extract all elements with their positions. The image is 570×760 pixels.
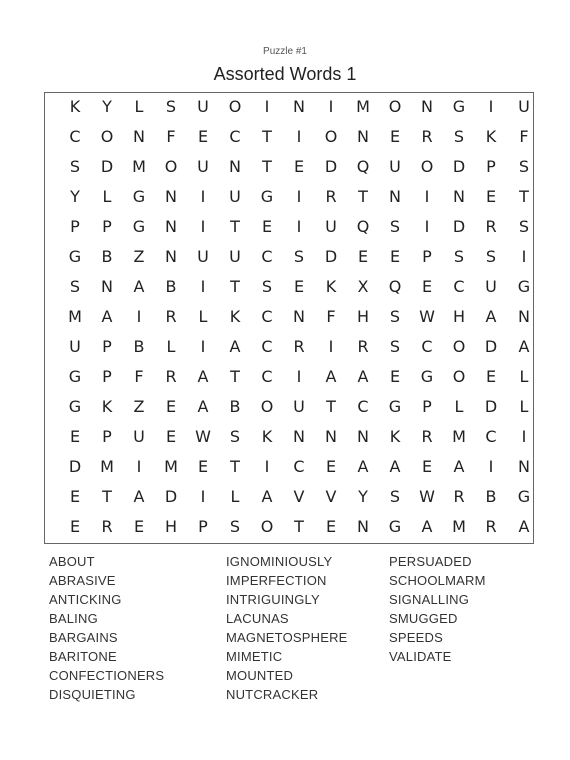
grid-letter: Y xyxy=(70,187,80,206)
grid-letter: Z xyxy=(133,397,145,416)
grid-letter: I xyxy=(264,457,270,476)
grid-letter: T xyxy=(294,517,304,536)
grid-letter: K xyxy=(325,277,337,296)
grid-letter: N xyxy=(357,427,369,446)
grid-row xyxy=(45,302,533,332)
grid-letter: S xyxy=(165,97,177,116)
grid-letter: S xyxy=(518,157,530,176)
grid-letter: R xyxy=(325,187,337,206)
grid-letter: G xyxy=(420,367,434,386)
grid-letter: L xyxy=(230,487,240,506)
grid-letter: S xyxy=(261,277,273,296)
grid-letter: E xyxy=(69,487,81,506)
grid-letter: P xyxy=(102,367,112,386)
grid-letter: P xyxy=(102,217,112,236)
grid-letter: U xyxy=(229,247,241,266)
grid-letter: D xyxy=(324,247,338,266)
grid-letter: C xyxy=(421,337,433,356)
grid-letter: S xyxy=(453,247,465,266)
word-list-column-2 xyxy=(226,552,348,704)
grid-letter: S xyxy=(389,217,401,236)
grid-letter: T xyxy=(230,457,240,476)
grid-letter: M xyxy=(100,457,114,476)
grid-letter: I xyxy=(200,217,206,236)
letter-grid xyxy=(44,92,534,544)
grid-letter: F xyxy=(326,307,336,326)
grid-letter: S xyxy=(485,247,497,266)
word-list-item: MIMETIC xyxy=(226,649,283,664)
grid-letter: C xyxy=(69,127,81,146)
word-list-item: CONFECTIONERS xyxy=(49,668,165,683)
word-list-column-3 xyxy=(389,552,486,666)
grid-letter: I xyxy=(488,97,494,116)
grid-letter: O xyxy=(260,397,274,416)
grid-letter: N xyxy=(453,187,465,206)
grid-row xyxy=(45,92,533,122)
grid-letter: V xyxy=(325,487,337,506)
grid-letter: Q xyxy=(388,277,402,296)
grid-letter: E xyxy=(69,517,81,536)
grid-letter: I xyxy=(328,337,334,356)
grid-letter: S xyxy=(69,277,81,296)
grid-letter: G xyxy=(68,367,82,386)
grid-letter: B xyxy=(133,337,145,356)
grid-letter: M xyxy=(452,427,466,446)
puzzle-number: Puzzle #1 xyxy=(263,46,307,57)
grid-letter: E xyxy=(261,217,273,236)
grid-letter: T xyxy=(262,157,272,176)
grid-letter: O xyxy=(324,127,338,146)
grid-letter: I xyxy=(521,247,527,266)
grid-letter: G xyxy=(388,397,402,416)
grid-letter: A xyxy=(357,457,369,476)
grid-letter: P xyxy=(198,517,208,536)
grid-letter: I xyxy=(264,97,270,116)
grid-letter: H xyxy=(356,307,370,326)
grid-letter: R xyxy=(421,427,433,446)
word-list-item: SMUGGED xyxy=(389,611,458,626)
grid-letter: U xyxy=(293,397,305,416)
grid-letter: W xyxy=(419,307,435,326)
grid-letter: E xyxy=(165,427,177,446)
grid-letter: I xyxy=(424,187,430,206)
grid-letter: A xyxy=(518,337,530,356)
grid-letter: D xyxy=(164,487,178,506)
grid-letter: O xyxy=(260,517,274,536)
grid-letter: R xyxy=(485,217,497,236)
grid-letter: L xyxy=(454,397,464,416)
grid-letter: I xyxy=(521,427,527,446)
word-list-item: ANTICKING xyxy=(49,592,122,607)
grid-letter: T xyxy=(102,487,112,506)
grid-letter: E xyxy=(197,457,209,476)
grid-letter: I xyxy=(488,457,494,476)
grid-letter: N xyxy=(325,427,337,446)
grid-letter: P xyxy=(486,157,496,176)
grid-letter: S xyxy=(389,307,401,326)
grid-letter: R xyxy=(293,337,305,356)
grid-letter: O xyxy=(228,97,242,116)
grid-letter: N xyxy=(165,187,177,206)
grid-letter: G xyxy=(68,247,82,266)
grid-row xyxy=(45,392,533,422)
word-list-item: SCHOOLMARM xyxy=(389,573,486,588)
grid-letter: N xyxy=(421,97,433,116)
grid-letter: K xyxy=(101,397,113,416)
grid-letter: E xyxy=(389,367,401,386)
grid-letter: S xyxy=(69,157,81,176)
grid-letter: E xyxy=(293,277,305,296)
grid-letter: G xyxy=(260,187,274,206)
grid-letter: A xyxy=(421,517,433,536)
grid-letter: I xyxy=(296,127,302,146)
grid-letter: E xyxy=(325,457,337,476)
grid-letter: K xyxy=(69,97,81,116)
grid-letter: D xyxy=(452,217,466,236)
grid-letter: E xyxy=(357,247,369,266)
grid-row xyxy=(45,242,533,272)
grid-letter: K xyxy=(389,427,401,446)
grid-letter: L xyxy=(519,397,529,416)
grid-letter: U xyxy=(485,277,497,296)
grid-letter: R xyxy=(101,517,113,536)
grid-letter: E xyxy=(389,247,401,266)
grid-letter: A xyxy=(453,457,465,476)
grid-letter: E xyxy=(165,397,177,416)
grid-letter: C xyxy=(293,457,305,476)
word-list-item: MOUNTED xyxy=(226,668,294,683)
grid-letter: L xyxy=(166,337,176,356)
grid-letter: U xyxy=(518,97,530,116)
grid-letter: E xyxy=(69,427,81,446)
grid-letter: T xyxy=(262,127,272,146)
grid-letter: N xyxy=(518,457,530,476)
grid-letter: N xyxy=(165,247,177,266)
word-list-item: LACUNAS xyxy=(226,611,289,626)
grid-letter: O xyxy=(388,97,402,116)
grid-letter: M xyxy=(68,307,82,326)
grid-letter: O xyxy=(420,157,434,176)
grid-letter: U xyxy=(325,217,337,236)
grid-letter: C xyxy=(261,367,273,386)
grid-letter: E xyxy=(197,127,209,146)
grid-letter: A xyxy=(229,337,241,356)
word-list-item: VALIDATE xyxy=(389,649,452,664)
grid-letter: N xyxy=(165,217,177,236)
grid-letter: H xyxy=(452,307,466,326)
grid-letter: N xyxy=(357,127,369,146)
grid-letter: G xyxy=(452,97,466,116)
grid-letter: A xyxy=(485,307,497,326)
word-list-item: DISQUIETING xyxy=(49,687,136,702)
grid-letter: I xyxy=(328,97,334,116)
grid-letter: D xyxy=(68,457,82,476)
grid-letter: F xyxy=(134,367,144,386)
grid-letter: K xyxy=(229,307,241,326)
grid-letter: S xyxy=(229,427,241,446)
grid-letter: W xyxy=(195,427,211,446)
word-list-item: INTRIGUINGLY xyxy=(226,592,320,607)
grid-letter: Q xyxy=(356,217,370,236)
grid-letter: U xyxy=(229,187,241,206)
grid-letter: P xyxy=(70,217,80,236)
grid-letter: I xyxy=(296,367,302,386)
grid-letter: N xyxy=(229,157,241,176)
grid-letter: S xyxy=(389,337,401,356)
grid-letter: U xyxy=(69,337,81,356)
grid-letter: L xyxy=(198,307,208,326)
grid-letter: R xyxy=(165,307,177,326)
grid-letter: N xyxy=(293,427,305,446)
grid-letter: P xyxy=(102,337,112,356)
grid-letter: B xyxy=(485,487,497,506)
grid-letter: T xyxy=(519,187,529,206)
word-list-item: IGNOMINIOUSLY xyxy=(226,554,333,569)
grid-letter: Y xyxy=(358,487,368,506)
grid-letter: N xyxy=(101,277,113,296)
grid-row xyxy=(45,182,533,212)
grid-letter: C xyxy=(261,337,273,356)
grid-letter: A xyxy=(357,367,369,386)
grid-letter: D xyxy=(452,157,466,176)
grid-letter: Z xyxy=(133,247,145,266)
grid-letter: G xyxy=(68,397,82,416)
grid-letter: L xyxy=(519,367,529,386)
grid-letter: I xyxy=(200,487,206,506)
grid-letter: A xyxy=(101,307,113,326)
word-list-item: SPEEDS xyxy=(389,630,443,645)
grid-letter: W xyxy=(419,487,435,506)
word-list-item: NUTCRACKER xyxy=(226,687,319,702)
grid-letter: E xyxy=(389,127,401,146)
grid-letter: M xyxy=(452,517,466,536)
grid-letter: O xyxy=(164,157,178,176)
grid-row xyxy=(45,452,533,482)
word-list-item: SIGNALLING xyxy=(389,592,470,607)
grid-row xyxy=(45,422,533,452)
grid-letter: T xyxy=(326,397,336,416)
grid-row xyxy=(45,212,533,242)
grid-letter: R xyxy=(357,337,369,356)
grid-letter: A xyxy=(325,367,337,386)
grid-letter: U xyxy=(197,97,209,116)
word-list-item: MAGNETOSPHERE xyxy=(226,630,348,645)
grid-letter: I xyxy=(200,337,206,356)
grid-row xyxy=(45,272,533,302)
grid-letter: U xyxy=(197,157,209,176)
grid-letter: D xyxy=(324,157,338,176)
grid-row xyxy=(45,122,533,152)
grid-letter: O xyxy=(452,367,466,386)
grid-letter: B xyxy=(229,397,241,416)
word-list-item: PERSUADED xyxy=(389,554,472,569)
grid-letter: N xyxy=(293,307,305,326)
grid-letter: C xyxy=(485,427,497,446)
grid-letter: E xyxy=(485,367,497,386)
grid-letter: C xyxy=(357,397,369,416)
grid-letter: T xyxy=(230,217,240,236)
grid-letter: S xyxy=(453,127,465,146)
grid-letter: B xyxy=(165,277,177,296)
grid-letter: D xyxy=(484,337,498,356)
word-list-item: ABRASIVE xyxy=(49,573,116,588)
grid-letter: R xyxy=(485,517,497,536)
grid-letter: N xyxy=(357,517,369,536)
grid-letter: I xyxy=(200,187,206,206)
grid-letter: I xyxy=(136,457,142,476)
grid-row xyxy=(45,332,533,362)
grid-letter: C xyxy=(261,307,273,326)
grid-letter: X xyxy=(357,277,369,296)
grid-letter: S xyxy=(389,487,401,506)
grid-letter: R xyxy=(165,367,177,386)
grid-letter: D xyxy=(100,157,114,176)
grid-letter: Q xyxy=(356,157,370,176)
grid-letter: S xyxy=(518,217,530,236)
grid-letter: E xyxy=(485,187,497,206)
grid-letter: D xyxy=(484,397,498,416)
grid-letter: F xyxy=(519,127,529,146)
word-list-item: IMPERFECTION xyxy=(226,573,327,588)
grid-letter: A xyxy=(518,517,530,536)
grid-letter: P xyxy=(422,397,432,416)
grid-letter: G xyxy=(132,187,146,206)
grid-letter: C xyxy=(453,277,465,296)
word-list-item: BARGAINS xyxy=(49,630,118,645)
grid-letter: A xyxy=(389,457,401,476)
grid-letter: B xyxy=(101,247,113,266)
grid-letter: T xyxy=(358,187,368,206)
grid-letter: M xyxy=(164,457,178,476)
grid-letter: F xyxy=(166,127,176,146)
grid-letter: C xyxy=(229,127,241,146)
grid-letter: P xyxy=(422,247,432,266)
grid-letter: R xyxy=(453,487,465,506)
puzzle-title: Assorted Words 1 xyxy=(213,64,357,84)
word-list-item: ABOUT xyxy=(49,554,95,569)
grid-letter: A xyxy=(133,487,145,506)
grid-letter: N xyxy=(293,97,305,116)
grid-letter: G xyxy=(388,517,402,536)
word-list-item: BARITONE xyxy=(49,649,117,664)
grid-letter: G xyxy=(132,217,146,236)
grid-letter: V xyxy=(293,487,305,506)
grid-letter: K xyxy=(485,127,497,146)
grid-letter: I xyxy=(136,307,142,326)
grid-letter: O xyxy=(100,127,114,146)
grid-letter: H xyxy=(164,517,178,536)
grid-letter: U xyxy=(133,427,145,446)
grid-letter: M xyxy=(132,157,146,176)
grid-letter: I xyxy=(296,217,302,236)
word-list-item: BALING xyxy=(49,611,98,626)
grid-row xyxy=(45,362,533,392)
grid-letter: I xyxy=(200,277,206,296)
grid-letter: M xyxy=(356,97,370,116)
grid-row xyxy=(45,482,533,512)
grid-letter: E xyxy=(421,277,433,296)
grid-letter: K xyxy=(261,427,273,446)
grid-letter: T xyxy=(230,277,240,296)
grid-letter: I xyxy=(296,187,302,206)
grid-letter: A xyxy=(197,367,209,386)
grid-letter: U xyxy=(389,157,401,176)
grid-letter: Y xyxy=(102,97,112,116)
grid-letter: O xyxy=(452,337,466,356)
grid-letter: L xyxy=(102,187,112,206)
grid-letter: E xyxy=(325,517,337,536)
grid-letter: E xyxy=(421,457,433,476)
grid-letter: A xyxy=(261,487,273,506)
grid-letter: N xyxy=(518,307,530,326)
grid-letter: A xyxy=(197,397,209,416)
grid-letter: E xyxy=(293,157,305,176)
grid-letter: S xyxy=(293,247,305,266)
grid-letter: T xyxy=(230,367,240,386)
grid-letter: G xyxy=(517,487,531,506)
word-list-column-1 xyxy=(49,552,164,704)
grid-letter: S xyxy=(229,517,241,536)
grid-letter: U xyxy=(197,247,209,266)
grid-letter: C xyxy=(261,247,273,266)
grid-row xyxy=(45,152,533,182)
grid-letter: P xyxy=(102,427,112,446)
grid-row xyxy=(45,512,533,542)
grid-letter: R xyxy=(421,127,433,146)
grid-letter: I xyxy=(424,217,430,236)
grid-letter: N xyxy=(389,187,401,206)
grid-letter: N xyxy=(133,127,145,146)
grid-letter: L xyxy=(134,97,144,116)
grid-letter: E xyxy=(133,517,145,536)
grid-letter: A xyxy=(133,277,145,296)
grid-letter: G xyxy=(517,277,531,296)
